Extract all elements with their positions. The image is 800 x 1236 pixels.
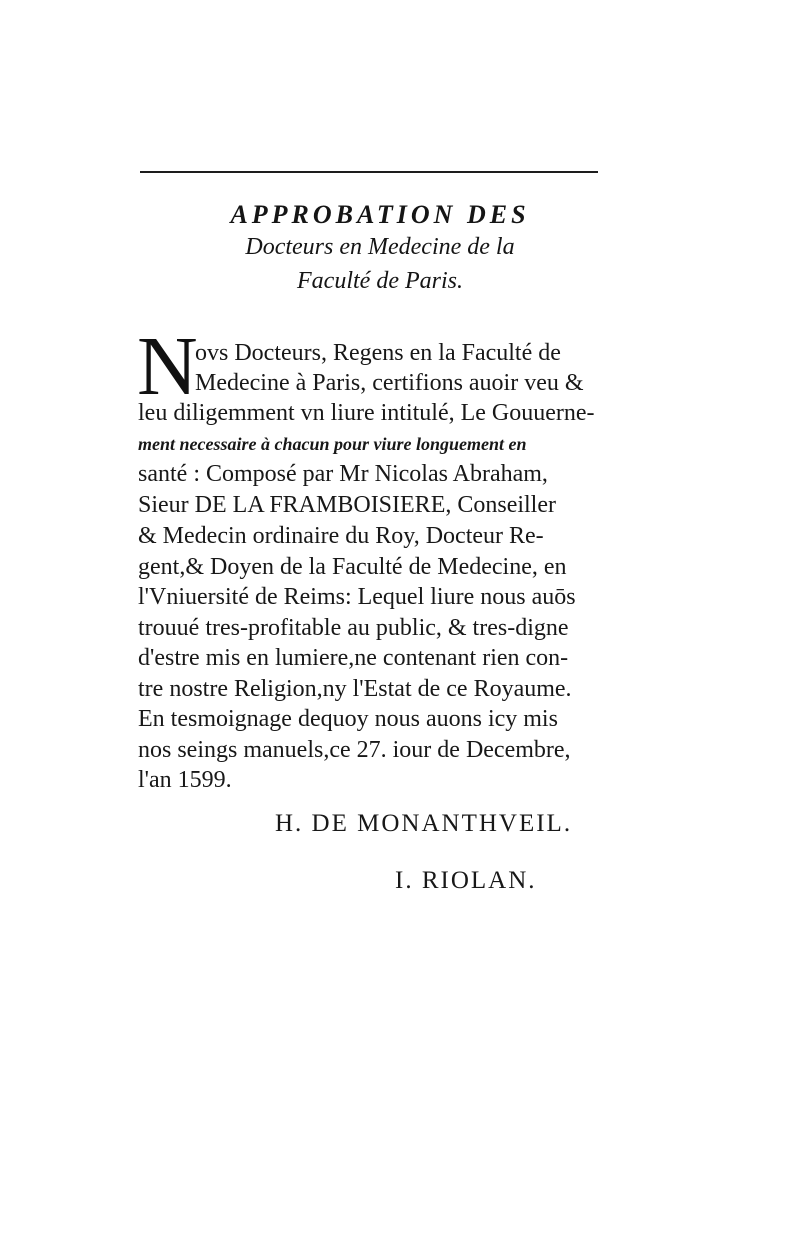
text-line: Sieur DE LA FRAMBOISIERE, Conseiller	[138, 492, 556, 518]
text-line: l'an 1599.	[138, 767, 232, 793]
text-line: tre nostre Religion,ny l'Estat de ce Royaume.	[138, 676, 572, 702]
heading-title: APPROBATION DES	[230, 200, 530, 229]
text-line: trouué tres-profitable au public, & tres-digne	[138, 615, 569, 641]
text-line: gent,& Doyen de la Faculté de Medecine, en	[138, 554, 567, 580]
text-line: l'Vniuersité de Reims: Lequel liure nous auōs	[138, 584, 576, 610]
heading-subtitle: Docteurs en Medecine de la	[245, 234, 515, 260]
text-line: leu diligemment vn liure intitulé, Le Gouuerne-	[138, 400, 595, 426]
text-line: Medecine à Paris, certifions auoir veu &	[195, 370, 584, 396]
text-line: ovs Docteurs, Regens en la Faculté de	[195, 340, 561, 366]
top-rule	[140, 171, 598, 173]
drop-cap: N	[137, 320, 198, 413]
signature-monanthveil: H. DE MONANTHVEIL.	[275, 810, 573, 837]
text-line: & Medecin ordinaire du Roy, Docteur Re-	[138, 523, 544, 549]
text-line: d'estre mis en lumiere,ne contenant rien con-	[138, 645, 569, 671]
text-line: En tesmoignage dequoy nous auons icy mis	[138, 706, 558, 732]
text-line: santé : Composé par Mr Nicolas Abraham,	[138, 461, 548, 487]
text-line: ment necessaire à chacun pour viure longuement en	[138, 434, 527, 454]
heading-faculty: Faculté de Paris.	[297, 268, 463, 294]
text-line: nos seings manuels,ce 27. iour de Decembre,	[138, 737, 571, 763]
signature-riolan: I. RIOLAN.	[395, 867, 537, 894]
